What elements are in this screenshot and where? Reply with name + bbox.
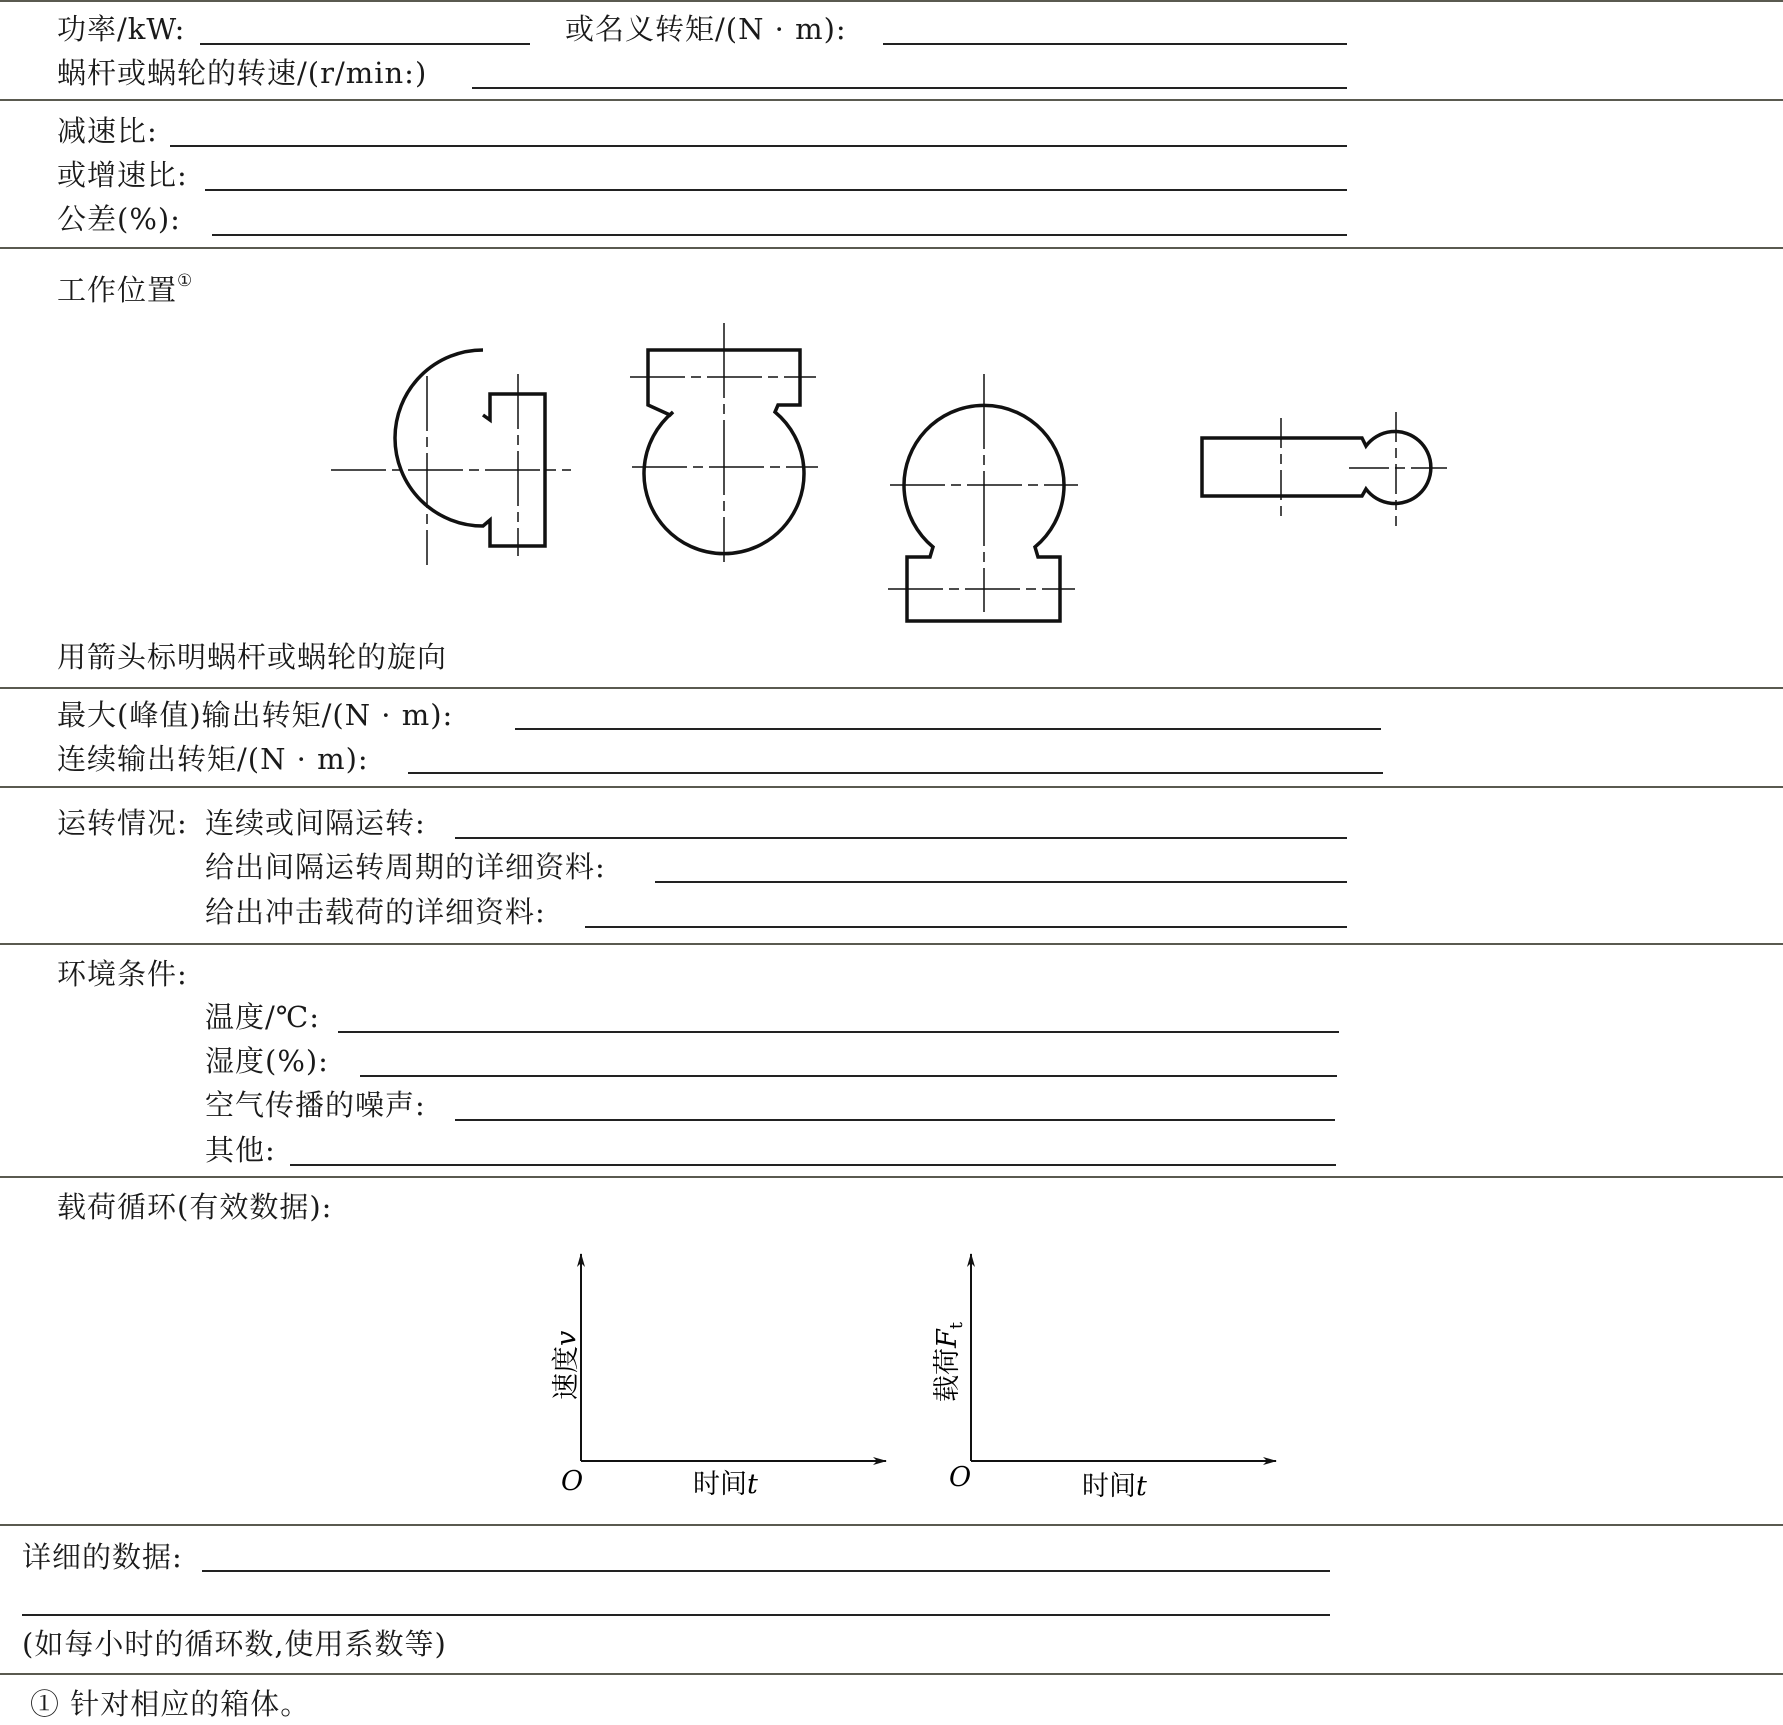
speed-field[interactable] <box>472 87 1347 89</box>
divider-3 <box>0 687 1783 689</box>
operation-continuous-label: 连续或间隔运转: <box>205 806 426 840</box>
operation-shock-label: 给出冲击载荷的详细资料: <box>205 895 546 929</box>
details-label: 详细的数据: <box>22 1540 183 1574</box>
working-position-label <box>57 264 193 307</box>
divider-7 <box>0 1524 1783 1526</box>
speed-origin: O <box>561 1466 584 1497</box>
footnote-mark: ① <box>177 271 194 291</box>
rotation-instruction: 用箭头标明蜗杆或蜗轮的旋向 <box>57 640 448 674</box>
load-cycle-label: 载荷循环(有效数据): <box>57 1190 333 1224</box>
divider-2 <box>0 247 1783 249</box>
operation-interval-field[interactable] <box>655 881 1347 883</box>
load-cycle-charts <box>0 1240 1783 1510</box>
operation-shock-field[interactable] <box>585 926 1347 928</box>
divider-8 <box>0 1673 1783 1675</box>
speed-time-chart[interactable] <box>551 1254 886 1500</box>
details-field[interactable] <box>202 1570 1330 1572</box>
operation-continuous-field[interactable] <box>455 837 1347 839</box>
power-field[interactable] <box>200 43 530 45</box>
humidity-field[interactable] <box>360 1075 1337 1077</box>
tolerance-field[interactable] <box>212 234 1347 236</box>
temperature-field[interactable] <box>338 1031 1339 1033</box>
load-x-label: 时间t <box>1082 1471 1147 1502</box>
load-y-label: 载荷$F_t$ <box>932 1322 967 1402</box>
continuous-torque-field[interactable] <box>408 772 1383 774</box>
reduction-ratio-label: 减速比: <box>57 114 158 148</box>
airborne-noise-label: 空气传播的噪声: <box>205 1088 426 1122</box>
operation-interval-label: 给出间隔运转周期的详细资料: <box>205 850 606 884</box>
load-origin: O <box>949 1462 972 1493</box>
load-time-chart[interactable] <box>932 1254 1276 1502</box>
nominal-torque-field[interactable] <box>883 43 1347 45</box>
airborne-noise-field[interactable] <box>455 1119 1335 1121</box>
working-position-text: 工作位置 <box>57 273 178 307</box>
other-field[interactable] <box>290 1164 1336 1166</box>
position-option-worm-right[interactable] <box>395 350 545 546</box>
step-up-ratio-label: 或增速比: <box>57 158 188 192</box>
continuous-torque-label: 连续输出转矩/(N · m): <box>57 742 369 776</box>
divider-top <box>0 0 1783 2</box>
max-torque-label: 最大(峰值)输出转矩/(N · m): <box>57 698 454 732</box>
temperature-label: 温度/℃: <box>205 1000 320 1034</box>
divider-1 <box>0 99 1783 101</box>
environment-label: 环境条件: <box>57 957 188 991</box>
power-label: 功率/kW: <box>57 12 186 46</box>
other-label: 其他: <box>205 1133 276 1167</box>
speed-y-label: 速度v <box>551 1330 582 1400</box>
nominal-torque-label: 或名义转矩/(N · m): <box>565 12 847 46</box>
divider-5 <box>0 943 1783 945</box>
reduction-ratio-field[interactable] <box>170 145 1347 147</box>
footnote: ① 针对相应的箱体。 <box>30 1687 311 1721</box>
details-field-2[interactable] <box>22 1614 1330 1616</box>
details-hint: (如每小时的循环数,使用系数等) <box>22 1627 447 1661</box>
speed-x-label: 时间t <box>693 1469 758 1500</box>
divider-4 <box>0 786 1783 788</box>
speed-label: 蜗杆或蜗轮的转速/(r/min:) <box>57 56 428 90</box>
working-position-drawings <box>0 320 1783 640</box>
operation-label: 运转情况: <box>57 806 188 840</box>
humidity-label: 湿度(%): <box>205 1044 329 1078</box>
tolerance-label: 公差(%): <box>57 202 181 236</box>
divider-6 <box>0 1176 1783 1178</box>
step-up-ratio-field[interactable] <box>205 189 1347 191</box>
max-torque-field[interactable] <box>515 728 1381 730</box>
